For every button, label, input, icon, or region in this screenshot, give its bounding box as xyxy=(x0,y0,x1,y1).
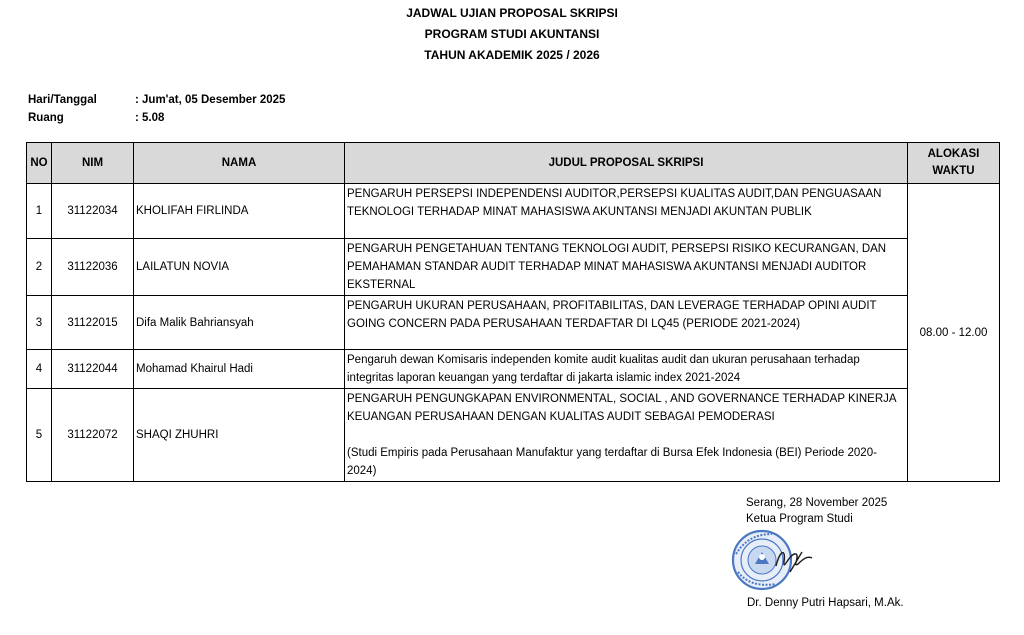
stamp-seal-icon xyxy=(728,528,823,592)
table-header-row xyxy=(27,143,1000,184)
header-nim: NIM xyxy=(52,143,134,184)
schedule-table xyxy=(26,142,1000,482)
signature-block xyxy=(746,496,887,527)
signer-name: Dr. Denny Putri Hapsari, M.Ak. xyxy=(747,597,904,609)
row-judul: PENGARUH PERSEPSI INDEPENDENSI AUDITOR,PERSEPSI KUALITAS AUDIT,DAN PENGUASAAN TEKNOLOGI TERHADAP MINAT MAHASISWA AKUNTANSI MENJADI AKUNTAN PUBLIK xyxy=(347,188,882,218)
title-line-2: PROGRAM STUDI AKUNTANSI xyxy=(424,27,600,41)
stamp-and-signature xyxy=(728,528,823,597)
row-no: 3 xyxy=(27,296,52,350)
room-row xyxy=(28,109,285,127)
header-judul: JUDUL PROPOSAL SKRIPSI xyxy=(345,143,908,184)
table-row xyxy=(27,239,1000,296)
document-header xyxy=(0,3,1024,66)
row-no: 5 xyxy=(27,389,52,482)
row-judul: PENGARUH PENGUNGKAPAN ENVIRONMENTAL, SOCIAL , AND GOVERNANCE TERHADAP KINERJA KEUANGAN PERUSAHAAN DENGAN KUALITAS AUDIT SEBAGAI PEMODERASI (Studi Empiris pada Perusahaan Manufaktur yang terdaftar di Bursa Efek Indonesia (BEI) Periode 2020-2024) xyxy=(347,393,896,477)
place-date: Serang, 28 November 2025 xyxy=(746,497,888,509)
table-row xyxy=(27,389,1000,482)
row-no: 4 xyxy=(27,350,52,389)
row-judul: PENGARUH PENGETAHUAN TENTANG TEKNOLOGI AUDIT, PERSEPSI RISIKO KECURANGAN, DAN PEMAHAMAN STANDAR AUDIT TERHADAP MINAT MAHASISWA AKUNTANSI MENJADI AUDITOR EKSTERNAL xyxy=(347,243,887,291)
signer-position: Ketua Program Studi xyxy=(746,513,853,525)
header-alokasi: ALOKASI WAKTU xyxy=(908,143,1000,184)
table-row xyxy=(27,296,1000,350)
date-value: : Jum'at, 05 Desember 2025 xyxy=(135,94,286,106)
row-nama: KHOLIFAH FIRLINDA xyxy=(134,184,345,239)
time-allocation: 08.00 - 12.00 xyxy=(908,184,1000,482)
exam-meta xyxy=(28,91,285,127)
row-nama: LAILATUN NOVIA xyxy=(134,239,345,296)
row-nim: 31122036 xyxy=(52,239,134,296)
row-nama: Difa Malik Bahriansyah xyxy=(134,296,345,350)
date-row xyxy=(28,91,285,109)
row-judul: PENGARUH UKURAN PERUSAHAAN, PROFITABILITAS, DAN LEVERAGE TERHADAP OPINI AUDIT GOING CONCERN PADA PERUSAHAAN TERDAFTAR DI LQ45 (PERIODE 2021-2024) xyxy=(347,300,877,330)
room-value: : 5.08 xyxy=(135,112,165,124)
table-row xyxy=(27,350,1000,389)
date-label: Hari/Tanggal xyxy=(28,94,97,106)
row-nim: 31122072 xyxy=(52,389,134,482)
row-nama: Mohamad Khairul Hadi xyxy=(134,350,345,389)
row-judul: Pengaruh dewan Komisaris independen komite audit kualitas audit dan ukuran perusahaan terhadap integritas laporan keuangan yang terdaftar di jakarta islamic index 2021-2024 xyxy=(347,354,860,384)
room-label: Ruang xyxy=(28,112,64,124)
row-nim: 31122034 xyxy=(52,184,134,239)
row-no: 1 xyxy=(27,184,52,239)
row-nim: 31122044 xyxy=(52,350,134,389)
row-nim: 31122015 xyxy=(52,296,134,350)
title-line-3: TAHUN AKADEMIK 2025 / 2026 xyxy=(424,48,600,62)
row-nama: SHAQI ZHUHRI xyxy=(134,389,345,482)
header-nama: NAMA xyxy=(134,143,345,184)
title-line-1: JADWAL UJIAN PROPOSAL SKRIPSI xyxy=(406,6,618,20)
header-no: NO xyxy=(27,143,52,184)
row-no: 2 xyxy=(27,239,52,296)
table-row xyxy=(27,184,1000,239)
